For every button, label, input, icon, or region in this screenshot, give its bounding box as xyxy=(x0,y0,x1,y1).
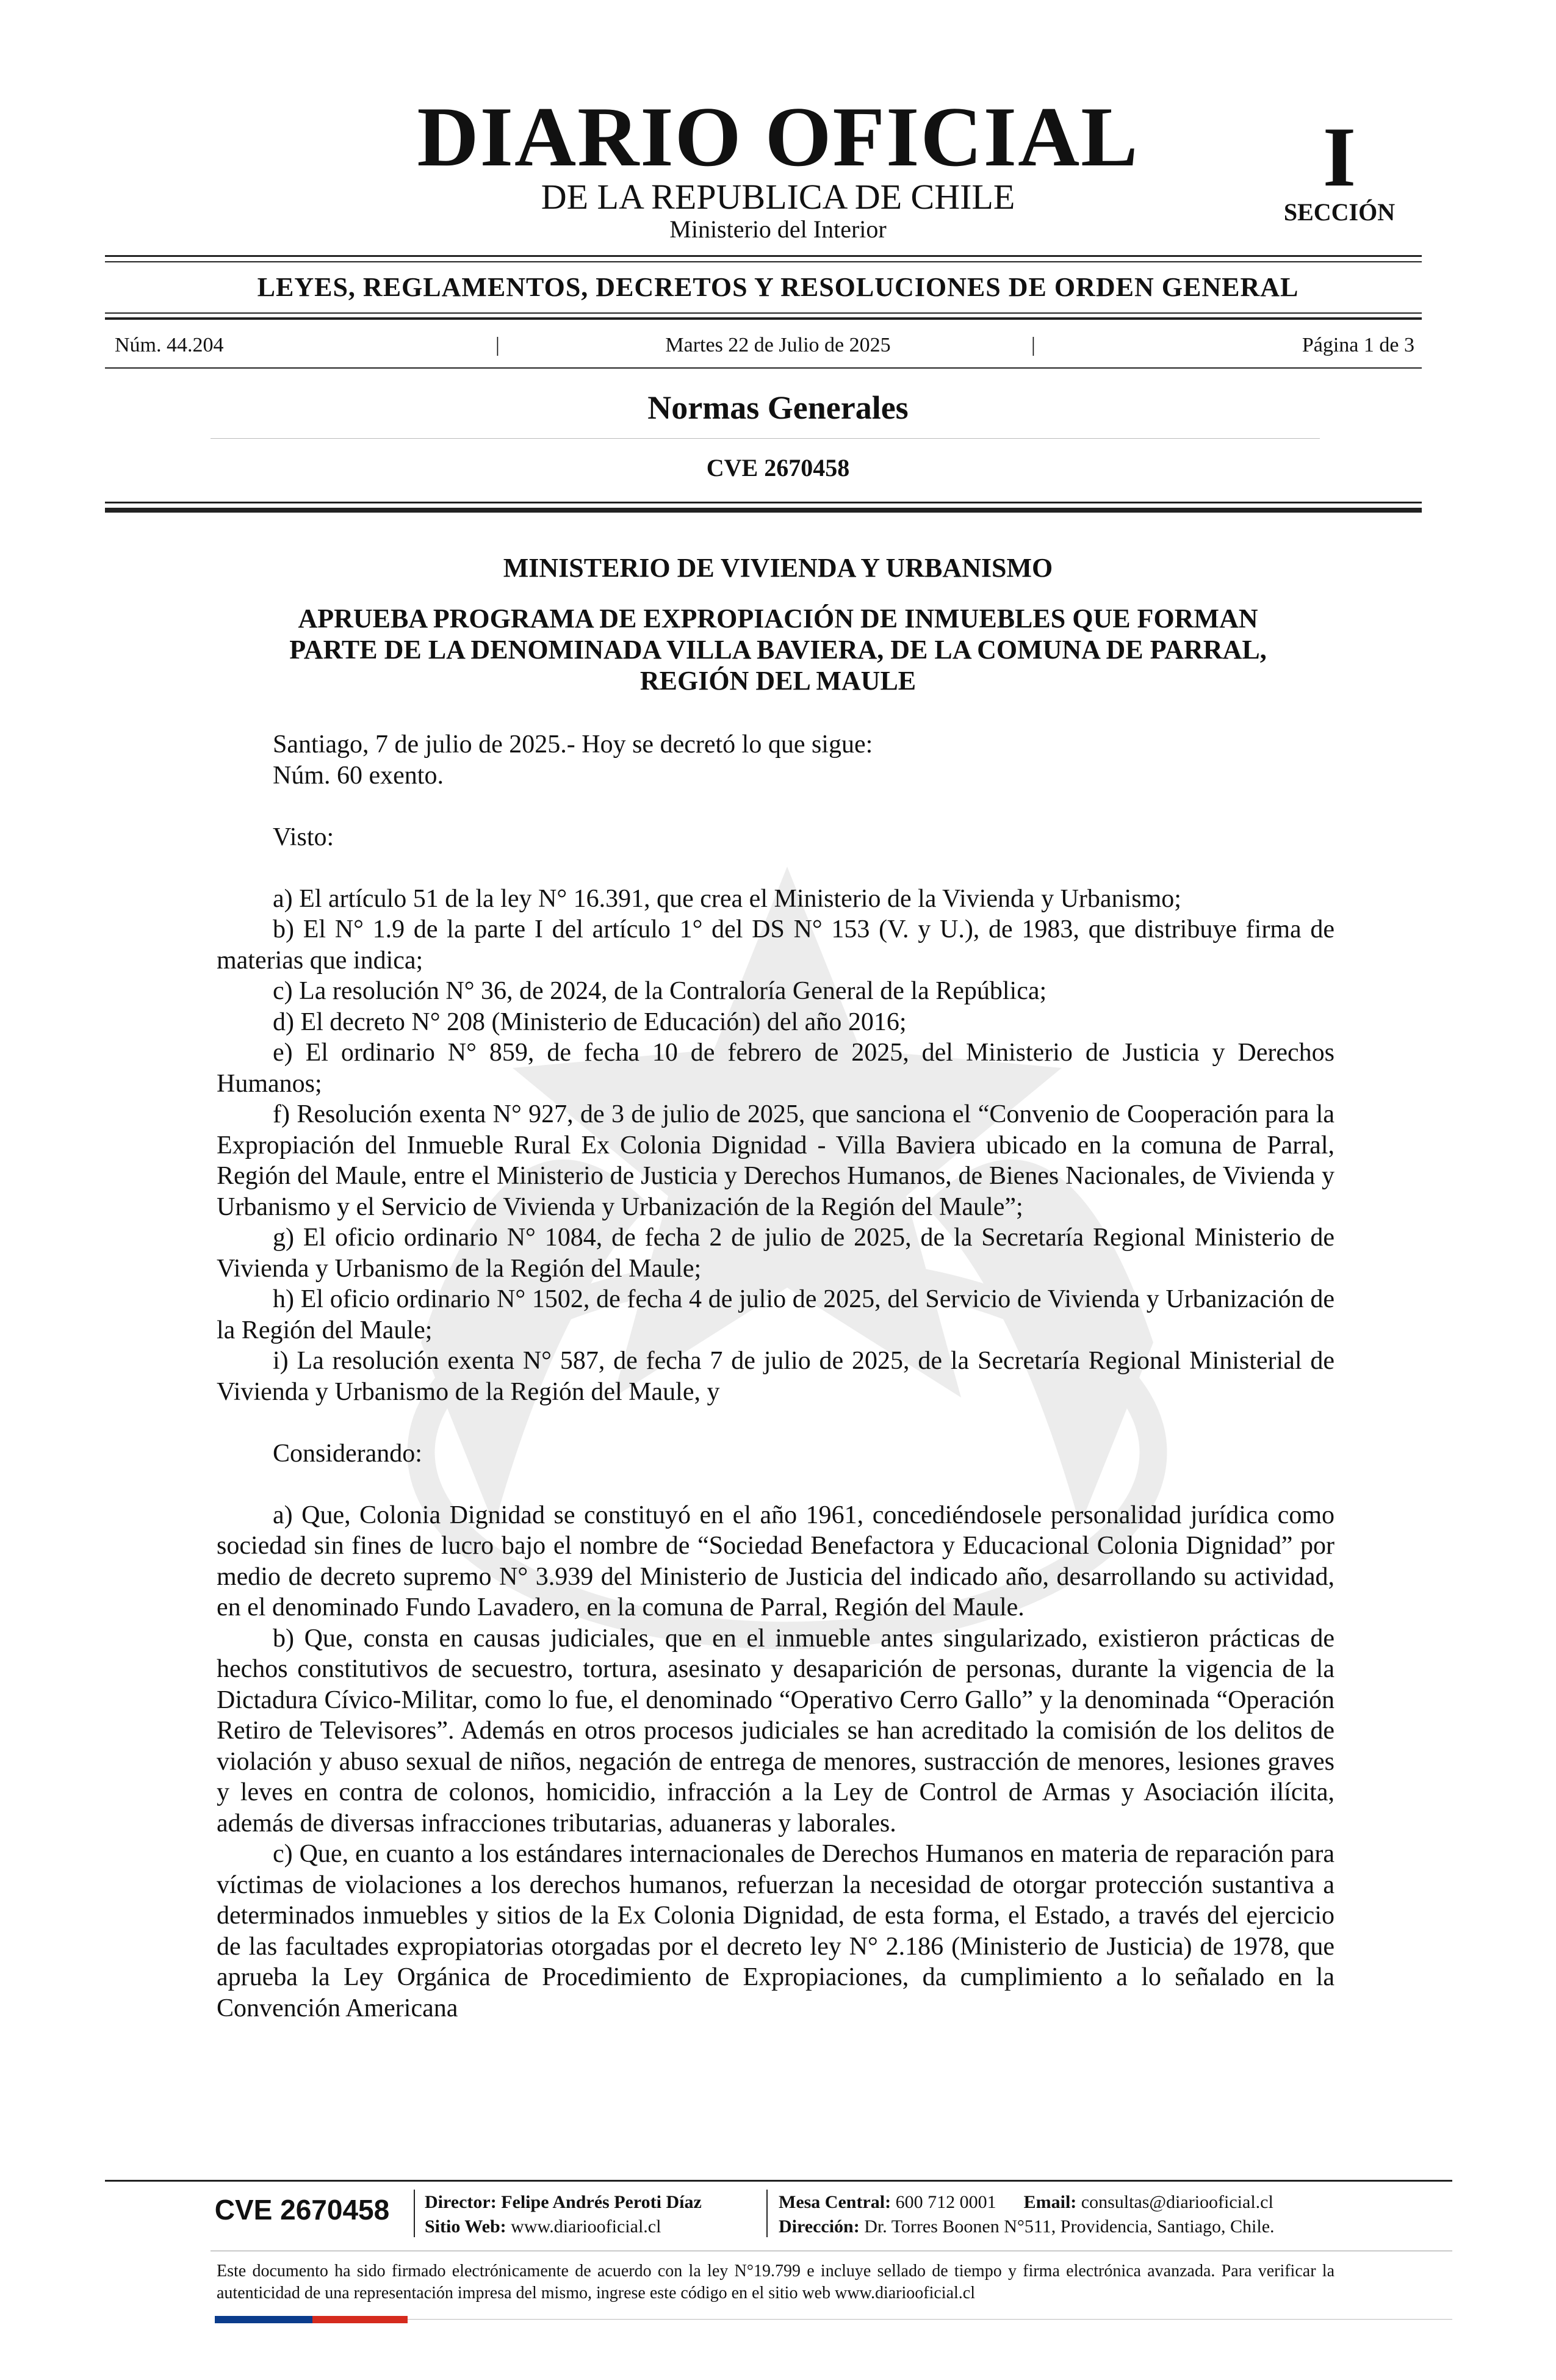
footer-contact xyxy=(779,2191,1425,2214)
flag-stripe-red xyxy=(312,2316,408,2323)
footer-website xyxy=(425,2215,766,2238)
category-rule-bottom xyxy=(105,317,1422,320)
intro-line: Núm. 60 exento. xyxy=(273,761,444,790)
visto-item: h) El oficio ordinario N° 1502, de fecha 4 de julio de 2025, del Servicio de Vivienda y Urbanización de la Región del Maule; xyxy=(217,1285,1334,1344)
considerando-label: Considerando: xyxy=(273,1439,422,1468)
visto-item: b) El N° 1.9 de la parte I del artículo 1° del DS N° 153 (V. y U.), de 1983, que distribuye firma de materias que indica; xyxy=(217,915,1334,975)
category-rule-top xyxy=(105,312,1422,314)
footer-divider-left xyxy=(414,2190,415,2237)
cve-heading: CVE 2670458 xyxy=(706,454,850,481)
issue-date: Martes 22 de Julio de 2025 xyxy=(665,334,891,356)
phone-value: 600 712 0001 xyxy=(895,2192,996,2212)
visto-item: e) El ordinario N° 859, de fecha 10 de febrero de 2025, del Ministerio de Justicia y Derechos Humanos; xyxy=(217,1039,1334,1098)
issue-number: Núm. 44.204 xyxy=(115,334,224,356)
footer-address xyxy=(779,2215,1425,2238)
masthead-rule-top xyxy=(105,255,1422,257)
visto-item: g) El oficio ordinario N° 1084, de fecha 2 de julio de 2025, de la Secretaría Regional Ministerio de Vivienda y Urbanismo de la Región del Maule; xyxy=(217,1224,1334,1283)
email-label: Email: xyxy=(1023,2192,1077,2212)
masthead-title: DIARIO OFICIAL xyxy=(417,90,1139,184)
category-heading: LEYES, REGLAMENTOS, DECRETOS Y RESOLUCIONES DE ORDEN GENERAL xyxy=(257,272,1299,302)
document-title-line: REGIÓN DEL MAULE xyxy=(639,666,917,696)
address-value: Dr. Torres Boonen N°511, Providencia, Santiago, Chile. xyxy=(864,2216,1275,2237)
document-title xyxy=(195,603,1361,696)
issue-separator-left: | xyxy=(495,334,500,356)
website-link[interactable]: www.diariooficial.cl xyxy=(511,2216,661,2237)
header-rule-thick xyxy=(105,508,1422,513)
intro-line: Santiago, 7 de julio de 2025.- Hoy se decretó lo que sigue: xyxy=(273,730,873,759)
visto-item: i) La resolución exenta N° 587, de fecha 7 de julio de 2025, de la Secretaría Regional Ministerial de Vivienda y Urbanismo de la Región del Maule, y xyxy=(217,1347,1334,1406)
visto-item: a) El artículo 51 de la ley N° 16.391, que crea el Ministerio de la Vivienda y Urbanismo; xyxy=(273,884,1181,913)
email-link[interactable]: consultas@diariooficial.cl xyxy=(1081,2192,1273,2212)
masthead-ministry: Ministerio del Interior xyxy=(669,215,887,243)
considerando-item: b) Que, consta en causas judiciales, que en el inmueble antes singularizado, existieron prácticas de hechos constitutivos de secuestro, tortura, asesinato y desaparición de personas, durante la vigencia de la Dictadura Cívico-Militar, como lo fue, el denominado “Operativo Cerro Gallo” y la denominada “Operación Retiro de Televisores”. Además en otros procesos judiciales se han acreditado la comisión de los delitos de violación y abuso sexual de niños, negación de entrega de menores, sustracción de menores, lesiones graves y leves en contra de colonos, homicidio, infracción a la Ley de Control de Armas y Asociación ilícita, además de diversas infracciones tributarias, aduaneras y laborales. xyxy=(217,1624,1334,1837)
section-heading: Normas Generales xyxy=(647,389,909,426)
phone-label: Mesa Central: xyxy=(779,2192,891,2212)
footer-cve: CVE 2670458 xyxy=(214,2194,390,2226)
director-label: Director: xyxy=(425,2192,497,2212)
masthead-rule-bottom xyxy=(105,261,1422,262)
visto-item: f) Resolución exenta N° 927, de 3 de julio de 2025, que sanciona el “Convenio de Cooperación para la Expropiación del Inmueble Rural Ex Colonia Dignidad - Villa Baviera ubicado en la comuna de Parral, Región del Maule, entre el Ministerio de Justicia y Derechos Humanos, de Bienes Nacionales, de Vivienda y Urbanismo y el Servicio de Vivienda y Urbanización de la Región del Maule”; xyxy=(217,1100,1334,1221)
address-label: Dirección: xyxy=(779,2216,860,2237)
footer-rule-top xyxy=(105,2180,1452,2182)
footer-legal-notice: Este documento ha sido firmado electrónicamente de acuerdo con la ley N°19.799 e incluye sellado de tiempo y firma electrónica avanzada. Para verificar la autenticidad de una representación impresa del mismo, ingrese este código en el sitio web www.diariooficial.cl xyxy=(217,2262,1334,2302)
considerando-item: c) Que, en cuanto a los estándares internacionales de Derechos Humanos en materia de reparación para víctimas de violaciones a los derechos humanos, refuerzan la necesidad de otorgar protección sustantiva a determinados inmuebles y sitios de la Ex Colonia Dignidad, de esta forma, el Estado, a través del ejercicio de las facultades expropiatorias otorgadas por el decreto ley N° 2.186 (Ministerio de Justicia) de 1978, que aprueba la Ley Orgánica de Procedimiento de Expropiaciones, da cumplimiento a lo señalado en la Convención Americana xyxy=(217,1840,1334,2022)
document-title-line: APRUEBA PROGRAMA DE EXPROPIACIÓN DE INMUEBLES QUE FORMAN xyxy=(298,604,1258,633)
visto-label: Visto: xyxy=(273,823,334,851)
visto-item: c) La resolución N° 36, de 2024, de la Contraloría General de la República; xyxy=(273,977,1047,1005)
document-title-line: PARTE DE LA DENOMINADA VILLA BAVIERA, DE LA COMUNA DE PARRAL, xyxy=(289,635,1267,665)
footer-rule-end xyxy=(408,2319,1452,2320)
document-ministry: MINISTERIO DE VIVIENDA Y URBANISMO xyxy=(503,553,1053,583)
section-number: I xyxy=(1322,110,1356,204)
issue-separator-right: | xyxy=(1031,334,1036,356)
issue-rule xyxy=(105,367,1422,369)
considerando-item: a) Que, Colonia Dignidad se constituyó en el año 1961, concediéndosele personalidad jurídica como sociedad sin fines de lucro bajo el nombre de “Sociedad Benefactora y Educacional Colonia Dignidad” por medio de decreto supremo N° 3.939 del Ministerio de Justicia del indicado año, desarrollando su actividad, en el denominado Fundo Lavadero, en la comuna de Parral, Región del Maule. xyxy=(217,1501,1334,1621)
section-heading-rule xyxy=(211,438,1320,439)
director-name: Felipe Andrés Peroti Díaz xyxy=(501,2192,702,2212)
issue-page: Página 1 de 3 xyxy=(1302,334,1414,356)
section-label: SECCIÓN xyxy=(1283,198,1396,226)
visto-item: d) El decreto N° 208 (Ministerio de Educación) del año 2016; xyxy=(273,1008,907,1036)
masthead-subtitle: DE LA REPUBLICA DE CHILE xyxy=(541,177,1015,217)
footer-divider-right xyxy=(766,2190,768,2237)
website-label: Sitio Web: xyxy=(425,2216,506,2237)
document-body xyxy=(217,729,1334,2024)
footer-director xyxy=(425,2191,766,2214)
header-rule-thin xyxy=(105,502,1422,503)
flag-stripe-blue xyxy=(215,2316,312,2323)
